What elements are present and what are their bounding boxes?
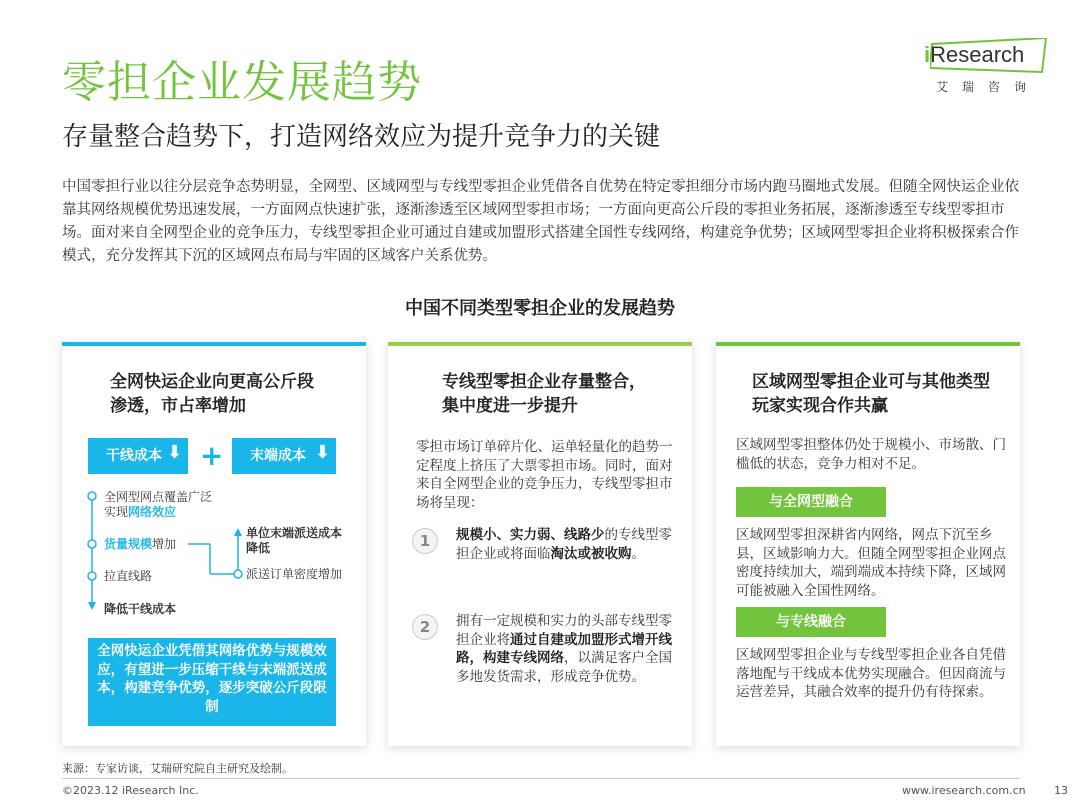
trend-item-2-text-2: ，以满足客户全国多地发货需求，形成竞争优势。 (456, 650, 672, 685)
card-full-network (62, 342, 366, 746)
page-subtitle: 存量整合趋势下，打造网络效应为提升竞争力的关键 (62, 122, 661, 152)
flow-item-volume (104, 537, 176, 552)
page-title: 零担企业发展趋势 (62, 57, 422, 108)
logo-cn: 艾瑞咨询 (936, 80, 1041, 94)
number-circle-icon: 2 (412, 614, 438, 640)
card-regional-network-heading: 区域网型零担企业可与其他类型玩家实现合作共赢 (752, 372, 990, 416)
regional-merge-full-network-text: 区域网型零担深耕省内网络，网点下沉至乡县，区域影响力大。但随全网型零担企业网点密度持续加大，端到端成本持续下降，区域网可能被融入全国性网络。 (736, 527, 1006, 599)
trend-item-2-text (456, 612, 678, 686)
plus-icon: + (200, 439, 224, 472)
source-note: 来源：专家访谈，艾瑞研究院自主研究及绘制。 (62, 762, 293, 775)
trend-item-1-bold-1: 规模小、实力弱、线路少 (456, 527, 605, 543)
last-mile-cost-label: 末端成本 (250, 448, 306, 464)
flow-item-unit-cost-lower: 降低 (246, 541, 271, 555)
flow-item-network-effect-hl: 网络效应 (128, 505, 177, 519)
trend-item-1-bold-2: 淘汰或被收购 (550, 545, 632, 562)
flow-item-volume-hl: 货量规模 (104, 537, 153, 551)
footer-divider (62, 778, 1020, 779)
dedicated-line-intro: 零担市场订单碎片化、运单轻量化的趋势一定程度上挤压了大票零担市场。同时，面对来自全网型企业的竞争压力，专线型零担市场将呈现： (416, 439, 673, 511)
flow-item-straighten: 拉直线路 (104, 569, 153, 583)
trunk-cost-label: 干线成本 (106, 448, 162, 464)
regional-intro: 区域网型零担整体仍处于规模小、市场散、门槛低的状态，竞争力相对不足。 (736, 437, 1006, 472)
flow-item-coverage: 全网型网点覆盖广泛 (104, 490, 213, 504)
trend-item-2-text-1: 拥有一定规模和实力的头部专线型零担企业将 (456, 613, 672, 648)
trend-item-1-text-1: 的专线型零担企业或将面临 (456, 527, 672, 562)
logo-brand: Research (930, 42, 1025, 67)
full-network-conclusion: 全网快运企业凭借其网络优势与规模效应，有望进一步压缩干线与末端派送成本，构建竞争优势，逐步突破公斤段限制 (88, 638, 336, 726)
card-regional-network (716, 342, 1020, 746)
trend-item-2-bold-1: 通过自建或加盟形式增开线路，构建专线网络 (456, 631, 672, 666)
flow-item-volume-post: 增加 (152, 537, 177, 551)
trend-item-1-text (456, 526, 678, 563)
card-full-network-heading: 全网快运企业向更高公斤段渗透，市占率增加 (110, 372, 314, 416)
flow-item-network-effect (104, 505, 176, 520)
card-dedicated-line-heading: 专线型零担企业存量整合，集中度进一步提升 (442, 372, 646, 416)
chart-title: 中国不同类型零担企业的发展趋势 (405, 298, 675, 319)
down-arrow-icon: ⬇ (166, 442, 182, 463)
flow-item-lower-trunk: 降低干线成本 (104, 602, 177, 616)
tag-merge-full-network: 与全网型融合 (736, 487, 886, 517)
website-link[interactable]: www.iresearch.com.cn (902, 784, 1026, 797)
iresearch-logo (920, 38, 1050, 98)
tag-merge-dedicated-line: 与专线融合 (736, 607, 886, 637)
page-number: 13 (1054, 784, 1068, 797)
down-arrow-icon: ⬇ (314, 442, 330, 463)
trend-item-1-text-2: 。 (631, 545, 645, 562)
flow-item-order-density: 派送订单密度增加 (246, 567, 343, 581)
card-dedicated-line (388, 342, 692, 746)
logo-i: i (924, 42, 931, 67)
copyright: ©2023.12 iResearch Inc. (62, 784, 199, 797)
number-circle-icon: 1 (412, 528, 438, 554)
flow-item-unit-cost: 单位末端派送成本 (246, 526, 343, 540)
regional-merge-dedicated-line-text: 区域网型零担企业与专线型零担企业各自凭借落地配与干线成本优势实现融合。但因商流与运营差异，其融合效率的提升仍有待探索。 (736, 647, 1006, 700)
intro-paragraph: 中国零担行业以往分层竞争态势明显，全网型、区域网型与专线型零担企业凭借各自优势在特定零担细分市场内跑马圈地式发展。但随全网快运企业依靠其网络规模优势迅速发展，一方面网点快速扩张，逐渐渗透至区域网型零担市场；一方面向更高公斤段的零担业务拓展，逐渐渗透至专线型零担市场。面对来自全网型企业的竞争压力，专线型零担企业可通过自建或加盟形式搭建全国性专线网络，构建竞争优势；区域网型零担企业将积极探索合作模式，充分发挥其下沉的区域网点布局与牢固的区域客户关系优势。 (62, 179, 1019, 264)
flow-item-network-effect-pre: 实现 (104, 505, 129, 519)
